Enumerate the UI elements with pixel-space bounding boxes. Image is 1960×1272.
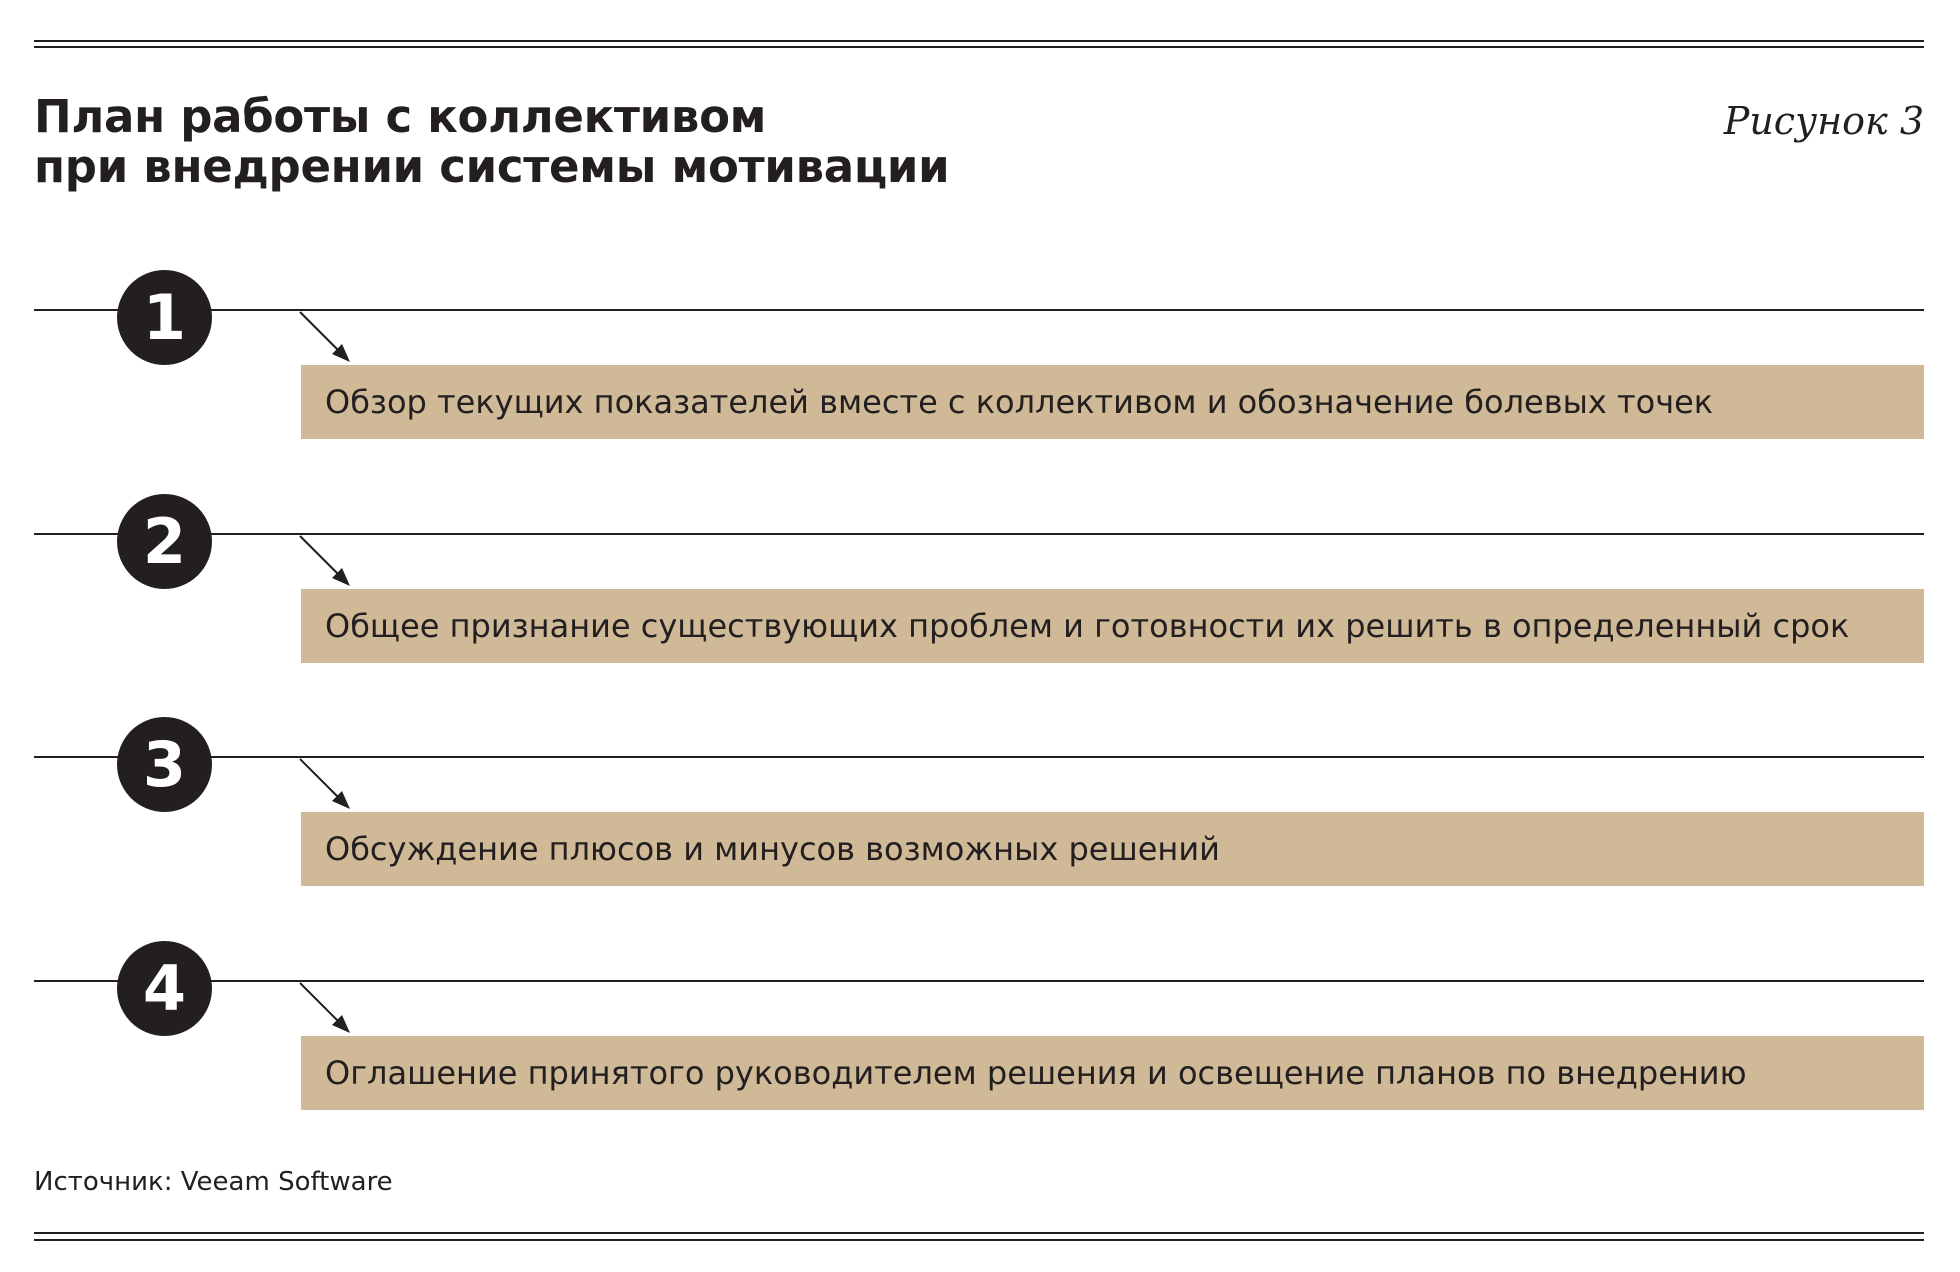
step-2-arrow-icon	[298, 534, 358, 590]
step-3-arrow-icon	[298, 757, 358, 813]
step-4-text-box: Оглашение принятого руководителем решения и освещение планов по внедрению	[301, 1036, 1924, 1110]
bottom-rule-outer	[34, 1232, 1924, 1234]
step-3	[0, 717, 1960, 877]
bottom-rule-inner	[34, 1239, 1924, 1241]
step-2-text-box: Общее признание существующих проблем и готовности их решить в определенный срок	[301, 589, 1924, 663]
figure-title-line-2: при внедрении системы мотивации	[34, 140, 950, 193]
step-4-number-badge: 4	[117, 941, 212, 1036]
step-4	[0, 941, 1960, 1101]
step-2-number-badge: 2	[117, 494, 212, 589]
step-1-number-badge: 1	[117, 270, 212, 365]
step-3-number-badge: 3	[117, 717, 212, 812]
step-3-text-box: Обсуждение плюсов и минусов возможных решений	[301, 812, 1924, 886]
source-note: Источник: Veeam Software	[34, 1167, 393, 1197]
figure-title-line-1: План работы с коллективом	[34, 90, 767, 143]
step-2	[0, 494, 1960, 654]
top-rule-inner	[34, 46, 1924, 48]
step-4-arrow-icon	[298, 981, 358, 1037]
figure-title	[34, 92, 949, 192]
step-1-arrow-icon	[298, 310, 358, 366]
top-rule-outer	[34, 40, 1924, 42]
step-1	[0, 270, 1960, 430]
figure-label: Рисунок 3	[1723, 99, 1924, 143]
step-1-text-box: Обзор текущих показателей вместе с коллективом и обозначение болевых точек	[301, 365, 1924, 439]
